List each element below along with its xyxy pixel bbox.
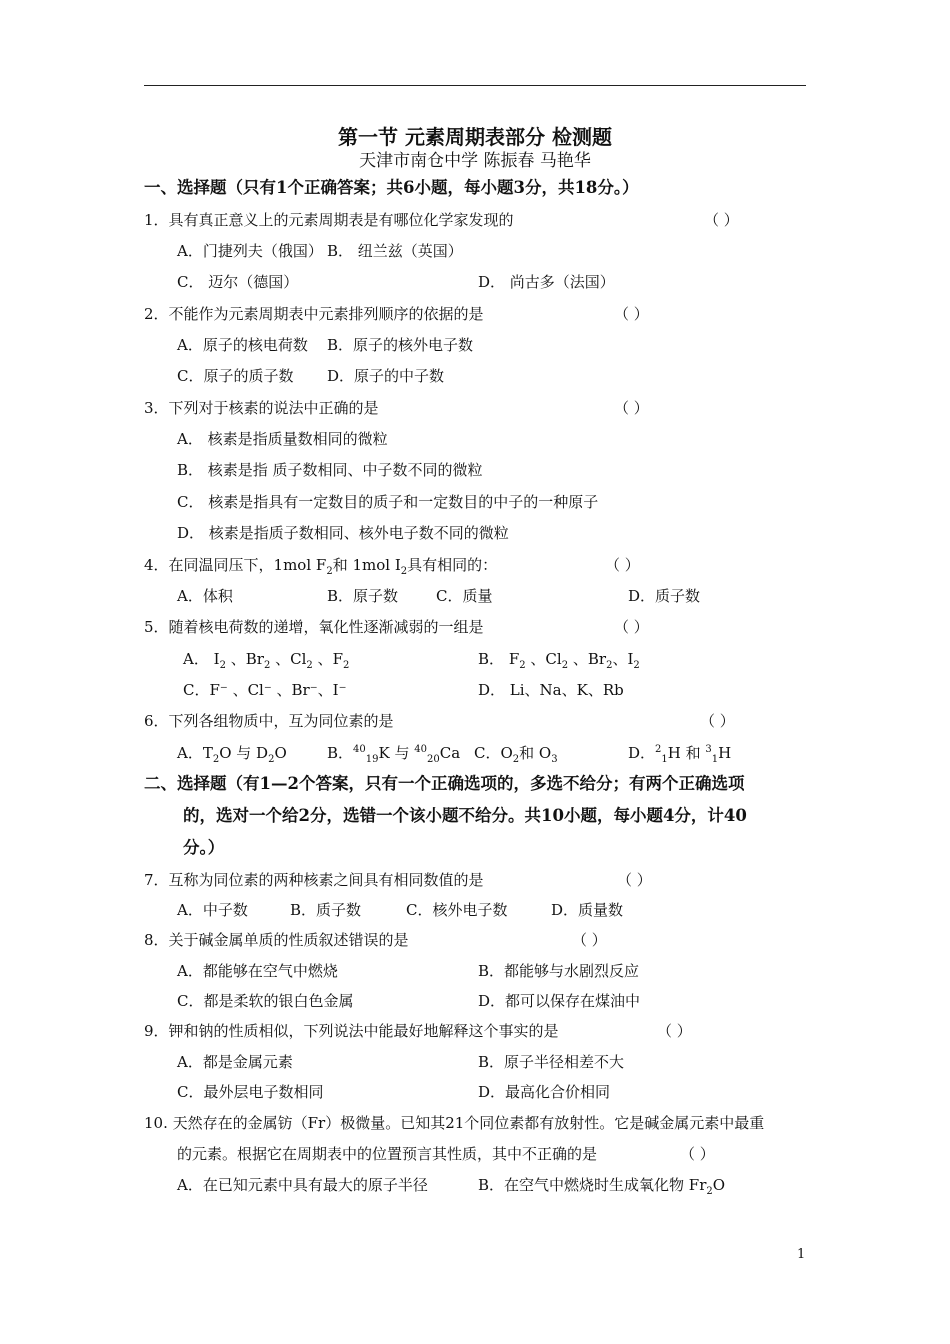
q10-stem-line2: 的元素。根据它在周期表中的位置预言其性质，其中不正确的是 bbox=[177, 1145, 598, 1163]
q9-option-b: B．原子半径相差不大 bbox=[478, 1053, 625, 1071]
section-2-heading-line3: 分。） bbox=[183, 838, 225, 857]
q10-option-a: A．在已知元素中具有最大的原子半径 bbox=[177, 1176, 428, 1194]
q7-option-a: A．中子数 bbox=[177, 901, 248, 919]
q2-option-c: C．原子的质子数 bbox=[177, 367, 294, 385]
q9-option-c: C．最外层电子数相同 bbox=[177, 1083, 324, 1101]
q2-stem: 2．不能作为元素周期表中元素排列顺序的依据的是 bbox=[144, 305, 484, 323]
q2-answer-blank[interactable]: （ ） bbox=[614, 305, 649, 323]
q4-option-c: C．质量 bbox=[436, 587, 493, 605]
page-number: 1 bbox=[797, 1247, 806, 1262]
q8-answer-blank[interactable]: （ ） bbox=[572, 931, 607, 949]
q8-option-b: B．都能够与水剧烈反应 bbox=[478, 962, 640, 980]
q6-option-c: C．$O_2$和 $O_3$ bbox=[474, 744, 558, 765]
q2-option-a: A．原子的核电荷数 bbox=[177, 336, 308, 354]
q3-stem: 3．下列对于核素的说法中正确的是 bbox=[144, 399, 379, 417]
q4-option-a: A．体积 bbox=[177, 587, 233, 605]
q2-option-d: D．原子的中子数 bbox=[327, 367, 445, 385]
q4-answer-blank[interactable]: （ ） bbox=[605, 556, 640, 574]
q2-option-b: B．原子的核外电子数 bbox=[327, 336, 474, 354]
q5-option-b: B． $F_2$ 、$Cl_2$ 、$Br_2$、$I_2$ bbox=[478, 650, 640, 671]
section-2-heading-line2: 的，选对一个给2分，选错一个该小题不给分。共10小题，每小题4分，计40 bbox=[183, 806, 747, 825]
q3-answer-blank[interactable]: （ ） bbox=[614, 399, 649, 417]
q9-answer-blank[interactable]: （ ） bbox=[657, 1022, 692, 1040]
q9-stem: 9．钾和钠的性质相似，下列说法中能最好地解释这个事实的是 bbox=[144, 1022, 559, 1040]
q1-answer-blank[interactable]: （ ） bbox=[704, 211, 739, 229]
q5-answer-blank[interactable]: （ ） bbox=[614, 618, 649, 636]
q6-answer-blank[interactable]: （ ） bbox=[700, 712, 735, 730]
q9-option-a: A．都是金属元素 bbox=[177, 1053, 293, 1071]
q7-stem: 7．互称为同位素的两种核素之间具有相同数值的是 bbox=[144, 871, 484, 889]
section-2-heading-line1: 二、选择题（有1—2个答案，只有一个正确选项的，多选不给分；有两个正确选项 bbox=[144, 774, 745, 793]
q6-stem: 6．下列各组物质中，互为同位素的是 bbox=[144, 712, 394, 730]
q5-stem: 5．随着核电荷数的递增，氧化性逐渐减弱的一组是 bbox=[144, 618, 484, 636]
author-line: 天津市南仓中学 陈振春 马艳华 bbox=[359, 151, 591, 171]
q7-answer-blank[interactable]: （ ） bbox=[617, 871, 652, 889]
q1-option-a: A．门捷列夫（俄国） bbox=[177, 242, 323, 260]
q5-option-a: A． $I_2$ 、$Br_2$ 、$Cl_2$ 、$F_2$ bbox=[183, 650, 350, 671]
q4-option-d: D．质子数 bbox=[628, 587, 701, 605]
q8-option-d: D．都可以保存在煤油中 bbox=[478, 992, 641, 1010]
q1-option-c: C． 迈尔（德国） bbox=[177, 273, 299, 291]
q1-option-d: D． 尚古多（法国） bbox=[478, 273, 615, 291]
q6-option-b: B．$^{40}_{19}$K 与 $^{40}_{20}$Ca bbox=[327, 744, 461, 765]
q1-option-b: B． 纽兰兹（英国） bbox=[327, 242, 463, 260]
q8-option-c: C．都是柔软的银白色金属 bbox=[177, 992, 354, 1010]
header-rule bbox=[144, 85, 806, 86]
q7-option-b: B．质子数 bbox=[290, 901, 362, 919]
q6-option-d: D．$^2_1$H 和 $^3_1$H bbox=[628, 744, 732, 765]
q6-option-a: A．$T_2O$ 与 $D_2O$ bbox=[177, 744, 287, 765]
q8-stem: 8．关于碱金属单质的性质叙述错误的是 bbox=[144, 931, 409, 949]
page-title: 第一节 元素周期表部分 检测题 bbox=[338, 125, 612, 149]
q1-stem: 1．具有真正意义上的元素周期表是有哪位化学家发现的 bbox=[144, 211, 514, 229]
q5-option-d: D． Li、Na、K、Rb bbox=[478, 681, 624, 699]
q10-answer-blank[interactable]: （ ） bbox=[680, 1145, 715, 1163]
q3-option-b: B． 核素是指 质子数相同、中子数不同的微粒 bbox=[177, 461, 483, 479]
q9-option-d: D．最高化合价相同 bbox=[478, 1083, 611, 1101]
q3-option-d: D． 核素是指质子数相同、核外电子数不同的微粒 bbox=[177, 524, 509, 542]
q10-option-b: B．在空气中燃烧时生成氧化物 $Fr_2O$ bbox=[478, 1176, 726, 1197]
q3-option-c: C． 核素是指具有一定数目的质子和一定数目的中子的一种原子 bbox=[177, 493, 599, 511]
q5-option-c: C．F⁻ 、Cl⁻ 、Br⁻、I⁻ bbox=[183, 681, 347, 699]
q3-option-a: A． 核素是指质量数相同的微粒 bbox=[177, 430, 388, 448]
q7-option-d: D．质量数 bbox=[551, 901, 624, 919]
q4-option-b: B．原子数 bbox=[327, 587, 399, 605]
q8-option-a: A．都能够在空气中燃烧 bbox=[177, 962, 338, 980]
q7-option-c: C．核外电子数 bbox=[406, 901, 508, 919]
section-1-heading: 一、选择题（只有1个正确答案；共6小题，每小题3分，共18分。） bbox=[144, 178, 639, 197]
q10-stem-line1: 10. 天然存在的金属钫（Fr）极微量。已知其21个同位素都有放射性。它是碱金属元素中最重 bbox=[144, 1114, 765, 1132]
q4-stem: 4．在同温同压下，1mol $F_2$和 1mol $I_2$具有相同的： bbox=[144, 556, 498, 577]
